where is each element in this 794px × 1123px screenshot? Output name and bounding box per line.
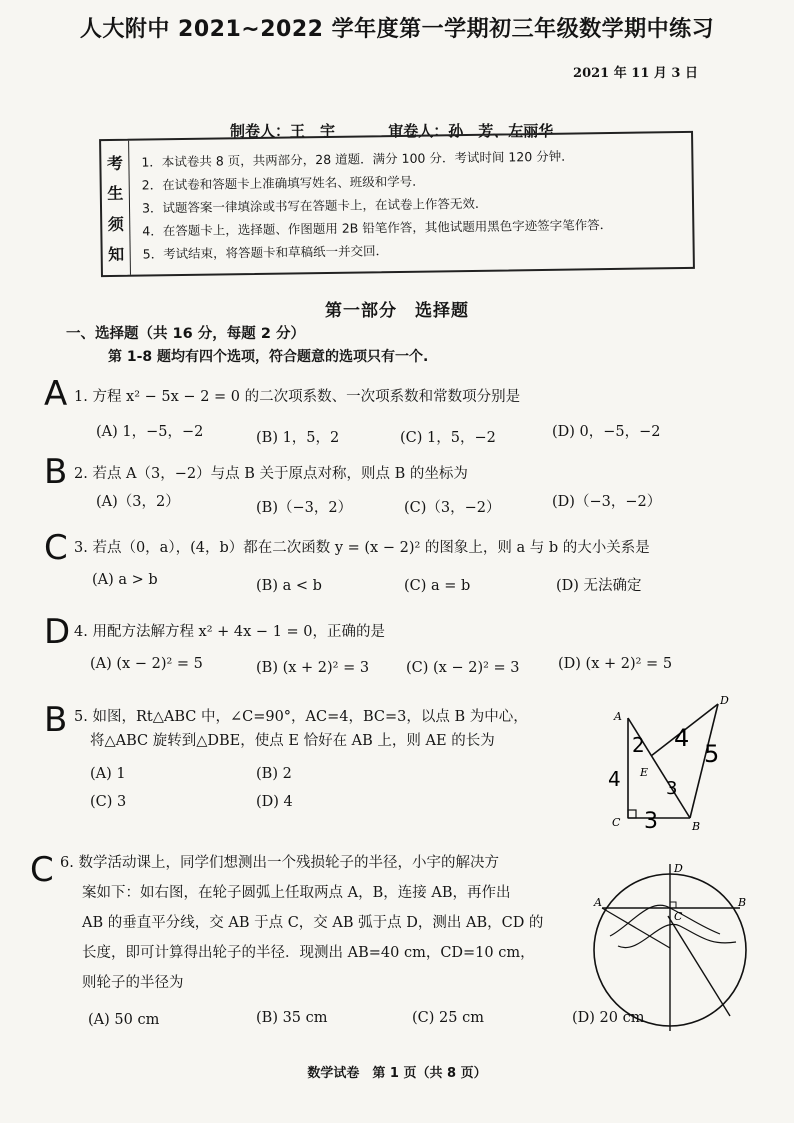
question-number: 6. bbox=[60, 855, 74, 871]
exam-date: 2021 年 11 月 3 日 bbox=[573, 66, 698, 81]
option-b: (B) (x + 2)² = 3 bbox=[256, 660, 370, 676]
option-b: (B) a < b bbox=[256, 578, 322, 594]
question-text-line: 案如下：如右图，在轮子圆弧上任取两点 A，B，连接 AB，再作出 bbox=[82, 885, 511, 901]
question-text: 方程 x² − 5x − 2 = 0 的二次项系数、一次项系数和常数项分别是 bbox=[92, 389, 521, 405]
question-3 bbox=[74, 536, 650, 560]
question-text-line: 则轮子的半径为 bbox=[82, 975, 184, 991]
question-text-line: 将△ABC 旋转到△DBE，使点 E 恰好在 AB 上，则 AE 的长为 bbox=[90, 733, 495, 749]
option-b: (B) 1，5，2 bbox=[256, 430, 340, 446]
part-title: 第一部分 选择题 bbox=[325, 301, 469, 321]
option-b: (B) 2 bbox=[256, 766, 292, 782]
option-c: (C) (x − 2)² = 3 bbox=[406, 660, 520, 676]
notice-item: 2．在试卷和答题卡上准确填写姓名、班级和学号． bbox=[141, 173, 425, 193]
handwritten-answer-mark: D bbox=[44, 612, 71, 652]
hand-number: 3 bbox=[666, 778, 678, 799]
question-2 bbox=[74, 462, 468, 486]
handwritten-answer-mark: C bbox=[30, 850, 54, 890]
question-number: 1. bbox=[74, 389, 88, 405]
notice-item: 1．本试卷共 8 页，共两部分，28 道题．满分 100 分．考试时间 120 分钟． bbox=[141, 148, 574, 170]
hand-number: 4 bbox=[608, 767, 621, 791]
question-5 bbox=[74, 705, 528, 753]
triangle-rotation-figure bbox=[596, 690, 756, 840]
question-number: 5. bbox=[74, 709, 88, 725]
notice-item: 3．试题答案一律填涂或书写在答题卡上，在试卷上作答无效． bbox=[141, 195, 488, 216]
question-number: 4. bbox=[74, 624, 88, 640]
option-a: (A) 1，−5，−2 bbox=[96, 424, 204, 440]
option-a: (A) 1 bbox=[90, 766, 126, 782]
question-text-line: AB 的垂直平分线，交 AB 于点 C，交 AB 弧于点 D，测出 AB，CD 的 bbox=[82, 915, 544, 931]
wheel-figure bbox=[590, 856, 760, 1036]
option-a: (A) a > b bbox=[92, 572, 158, 588]
question-text-line: 数学活动课上，同学们想测出一个残损轮子的半径，小宇的解决方 bbox=[78, 855, 499, 871]
reviewer: 审卷人：孙 芳、左丽华 bbox=[388, 122, 554, 140]
label-c: C bbox=[612, 816, 621, 829]
label-b: B bbox=[692, 820, 701, 833]
hand-number: 4 bbox=[674, 724, 690, 752]
question-4 bbox=[74, 620, 385, 644]
option-c: (C) a = b bbox=[404, 578, 471, 594]
question-1 bbox=[74, 385, 520, 409]
question-text-line: 长度，即可计算得出轮子的半径．现测出 AB=40 cm，CD=10 cm， bbox=[82, 945, 535, 961]
question-number: 2. bbox=[74, 466, 88, 482]
option-d: (D) 0，−5，−2 bbox=[552, 424, 661, 440]
maker: 制卷人：王 宇 bbox=[230, 122, 336, 140]
option-d: (D) 无法确定 bbox=[556, 578, 642, 594]
exam-title: 人大附中 2021~2022 学年度第一学期初三年级数学期中练习 bbox=[79, 17, 715, 42]
section-note: 第 1-8 题均有四个选项，符合题意的选项只有一个. bbox=[108, 349, 429, 365]
label-e: E bbox=[640, 766, 649, 779]
label-d: D bbox=[720, 694, 729, 707]
label-c: C bbox=[674, 910, 683, 923]
handwritten-answer-mark: B bbox=[44, 452, 68, 492]
question-text: 用配方法解方程 x² + 4x − 1 = 0，正确的是 bbox=[92, 624, 386, 640]
option-d: (D) (x + 2)² = 5 bbox=[558, 656, 673, 672]
question-number: 3. bbox=[74, 540, 88, 556]
option-c: (C) 3 bbox=[90, 794, 127, 810]
question-text: 若点 A（3，−2）与点 B 关于原点对称，则点 B 的坐标为 bbox=[92, 466, 468, 482]
option-d: (D)（−3，−2） bbox=[552, 494, 662, 510]
option-a: (A)（3，2） bbox=[96, 494, 180, 510]
question-6 bbox=[60, 848, 543, 998]
notice-item: 5．考试结束，将答题卡和草稿纸一并交回． bbox=[142, 243, 389, 262]
option-c: (C)（3，−2） bbox=[404, 500, 501, 516]
section-title: 一、选择题（共 16 分，每题 2 分） bbox=[66, 326, 305, 342]
option-a: (A) (x − 2)² = 5 bbox=[90, 656, 203, 672]
option-b: (B)（−3，2） bbox=[256, 500, 353, 516]
label-a: A bbox=[614, 710, 622, 723]
label-d: D bbox=[674, 862, 683, 875]
notice-head: 考 生 须 知 bbox=[101, 141, 131, 275]
handwritten-answer-mark: B bbox=[44, 700, 68, 740]
hand-number: 5 bbox=[704, 740, 720, 768]
question-text: 若点（0，a），(4，b）都在二次函数 y = (x − 2)² 的图象上，则 a 与 b 的大小关系是 bbox=[92, 540, 650, 556]
hand-number: 2 bbox=[632, 733, 645, 757]
handwritten-answer-mark: C bbox=[44, 528, 68, 568]
label-a: A bbox=[594, 896, 602, 909]
option-d: (D) 20 cm bbox=[572, 1010, 645, 1026]
label-b: B bbox=[738, 896, 747, 909]
notice-item: 4．在答题卡上，选择题、作图题用 2B 铅笔作答，其他试题用黑色字迹签字笔作答． bbox=[142, 216, 613, 239]
page-footer: 数学试卷 第 1 页（共 8 页） bbox=[307, 1066, 487, 1081]
notice-list bbox=[141, 143, 687, 266]
option-c: (C) 25 cm bbox=[412, 1010, 484, 1026]
option-c: (C) 1，5，−2 bbox=[400, 430, 496, 446]
option-b: (B) 35 cm bbox=[256, 1010, 328, 1026]
notice-box bbox=[99, 131, 695, 277]
option-d: (D) 4 bbox=[256, 794, 293, 810]
handwritten-answer-mark: A bbox=[44, 374, 68, 414]
hand-number: 3 bbox=[644, 809, 658, 834]
question-text-line: 如图，Rt△ABC 中，∠C=90°，AC=4，BC=3，以点 B 为中心， bbox=[92, 709, 528, 725]
option-a: (A) 50 cm bbox=[88, 1012, 160, 1028]
